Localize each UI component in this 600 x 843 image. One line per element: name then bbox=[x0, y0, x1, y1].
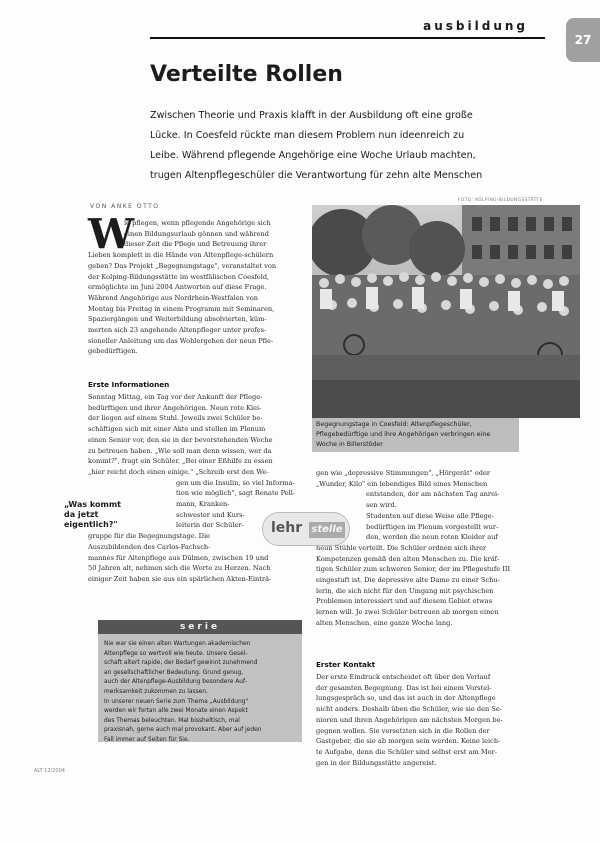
text-line: tigen Schüler zum schweren Senior, der im Pflegestufe III bbox=[316, 565, 511, 574]
text-line: alten Menschen, eine ganze Woche lang. bbox=[316, 618, 453, 627]
dropcap: W bbox=[88, 210, 135, 258]
text-line: einen Senior vor, den sie in der bevorstehenden Woche bbox=[88, 435, 273, 444]
pull-quote bbox=[64, 500, 121, 530]
text-line: Kompetenzen gemäß den alten Menschen zu. Die kräf- bbox=[316, 554, 500, 563]
intro-text bbox=[88, 218, 306, 357]
text-line: lungsgespräch so, und das ist auch in der Altenpflege bbox=[316, 694, 496, 703]
text-line: zu betreuen haben. „Wie soll man denn wissen, wer da bbox=[88, 446, 272, 455]
text-line: merten sich 23 angehende Altenpfleger unter profes- bbox=[88, 326, 267, 335]
text-line: nicht anders. Deshalb üben die Schüler, wie sie den Se- bbox=[316, 705, 502, 714]
text-line: In unserer neuen Serie zum Thema „Ausbildung" bbox=[104, 698, 249, 705]
text-line: ermöglichte im Juni 2004 Antworten auf diese Frage. bbox=[88, 283, 267, 292]
text-line: schaft altert rapide, der Bedarf gewinnt zunehmend bbox=[104, 660, 258, 667]
caption-line: Pflegebedürftige und ihre Angehörigen verbringen eine bbox=[316, 431, 491, 438]
lead-line: Zwischen Theorie und Praxis klafft in der Ausbildung oft eine große bbox=[150, 110, 473, 121]
text-line: einen Bildungsurlaub gönnen und während bbox=[124, 229, 269, 238]
first-contact-text bbox=[316, 672, 532, 768]
photo-caption bbox=[312, 418, 519, 452]
text-line: sioneller Anleitung um das Wohlergehen der neun Pfle- bbox=[88, 336, 274, 345]
text-line: bedürftigen und ihrer Angehörigen. Neun rote Klei- bbox=[88, 403, 262, 412]
text-line: auch der Altenpflege-Ausbildung besondere Auf- bbox=[104, 679, 247, 686]
text-line: Montag bis Freitag in einem Programm mit Seminaren, bbox=[88, 304, 275, 313]
text-line: lernen will. Je zwei Schüler betreuen ab morgen einen bbox=[316, 608, 499, 617]
page-number-tab: 27 bbox=[566, 18, 600, 62]
text-line: 50 Jahren alt, nehmen sich die Worte zu Herzen. Nach bbox=[88, 564, 271, 573]
text-line: schäftigen sich mit einer Akte und stellen im Plenum bbox=[88, 425, 266, 434]
text-line: gen in der Bildungsstätte angereist. bbox=[316, 758, 437, 767]
text-line: an gesellschaftlicher Bedeutung. Grund genug, bbox=[104, 669, 244, 676]
pull-quote-line: „Was kommt bbox=[64, 500, 121, 509]
serie-box bbox=[98, 620, 302, 742]
text-line: Altenpflege so wertvoll wie heute. Unsere Gesel- bbox=[104, 650, 248, 657]
text-line: Während Angehörige aus Nordrhein-Westfalen von bbox=[88, 293, 258, 302]
pull-quote-line: da jetzt bbox=[64, 510, 99, 519]
text-line: gen wie „depressive Stimmungen", „Hörgerät" oder bbox=[316, 469, 491, 477]
text-line: des Themas beleuchten. Mal bissheltisch, mal bbox=[104, 717, 240, 724]
text-line: den, werden die neun roten Kleider auf bbox=[366, 533, 498, 542]
text-line: kommt?", fragt ein Schüler. „Bei einer Eßhilfe zu essen bbox=[88, 457, 273, 466]
text-line: dieser Zeit die Pflege und Betreuung ihrer bbox=[124, 240, 267, 249]
text-line: der Kolping-Bildungsstätte im westfälischen Coesfeld, bbox=[88, 272, 270, 281]
article-title: Verteilte Rollen bbox=[150, 62, 343, 87]
text-line: gegnen wollen. Sie versetzten sich in die Rollen der bbox=[316, 726, 490, 735]
text-line: leiterin der Schüler- bbox=[176, 521, 244, 530]
text-line: werden wir fortan alle zwei Monate einen Aspekt bbox=[104, 708, 248, 715]
text-line: Der erste Eindruck entscheidet oft über den Verlauf bbox=[316, 673, 491, 681]
text-line: Auszubildenden des Carlos-Fachsch- bbox=[88, 542, 211, 551]
pull-quote-line: eigentlich?" bbox=[64, 520, 118, 529]
text-line: merksamkeit zukommen zu lassen. bbox=[104, 688, 208, 695]
text-line: lerin, die sich nicht für den Umgang mit psychischen bbox=[316, 586, 494, 595]
text-line: Nie war sie einen alten Wartungen akademischen bbox=[104, 641, 251, 647]
caption-line: Woche in Billerstöder bbox=[316, 441, 383, 448]
text-line: Lieben komplett in die Hände von Altenpflege-schülern bbox=[88, 251, 274, 260]
text-line: der gesamten Begegnung. Das ist bei einem Vorstel- bbox=[316, 683, 492, 692]
text-line: neun Stühle verteilt. Die Schüler ordnen sich ihrer bbox=[316, 543, 487, 552]
text-line: schwester und Kurs- bbox=[176, 510, 245, 519]
text-line: der liegen auf einem Stuhl. Jeweils zwei Schüler be- bbox=[88, 414, 263, 423]
text-line: praxisnah, gerne auch mal provokant. Aber auf jeden bbox=[104, 727, 262, 734]
text-line: gen um die Insulin, so viel Informa- bbox=[176, 478, 295, 487]
text-line: gebedürftigen. bbox=[88, 347, 138, 356]
text-line: Spaziergängen und Weiterbildung absolvierten, küm- bbox=[88, 315, 267, 324]
first-info-text bbox=[88, 392, 306, 585]
photo-credit: FOTO: KOLPING-BILDUNGSSTÄTTE bbox=[458, 197, 543, 202]
lead-line: Leibe. Während pflegende Angehörige eine Woche Urlaub machten, bbox=[150, 150, 476, 161]
text-line: nioren und ihren Angehörigen am nächsten Morgen be- bbox=[316, 715, 503, 724]
header-rule bbox=[150, 37, 545, 39]
corner-issue-mark: ALT 12/2004 bbox=[34, 768, 65, 774]
text-line: tion wie möglich", sagt Renate Pell- bbox=[176, 489, 296, 498]
text-line: „hier reicht doch einen einige." „Schreib erst den We- bbox=[88, 467, 269, 476]
lead-line: trugen Altenpflegeschüler die Verantwortung für zehn alte Menschen bbox=[150, 170, 483, 181]
subheading-first-info: Erste Informationen bbox=[88, 380, 170, 389]
text-line: ie pflegen, wenn pflegende Angehörige sich bbox=[124, 219, 271, 227]
text-line: Sonntag Mittag, ein Tag vor der Ankunft der Pflege- bbox=[88, 393, 263, 401]
text-line: Fall immer auf Seiten für Sie. bbox=[104, 736, 190, 743]
text-line: te Aufgabe, denn die Schüler sind selbst erst am Mor- bbox=[316, 747, 497, 756]
text-line: entstanden, der am nächsten Tag anrei- bbox=[366, 490, 500, 499]
serie-heading: serie bbox=[98, 620, 302, 634]
text-line: gruppe für die Begegnungstage. Die bbox=[88, 532, 210, 541]
lead-paragraph bbox=[150, 106, 520, 186]
text-line: Studenten auf diese Weise alle Pflege- bbox=[366, 511, 494, 520]
group-photo bbox=[312, 205, 580, 418]
text-line: einiger Zeit haben sie aus ein spärlichen Akten-Einträ- bbox=[88, 574, 272, 583]
text-line: mann, Kranken- bbox=[176, 500, 230, 509]
byline: VON ANKE OTTO bbox=[90, 203, 160, 210]
text-line: sen wird. bbox=[366, 501, 397, 510]
text-line: „Wunder, Kilo" ein lebendiges Bild eines Menschen bbox=[316, 479, 488, 488]
text-line: Problemen interessiert und auf diesem Gebiet etwas bbox=[316, 597, 492, 606]
text-line: eingestuft ist. Die depressive alte Dame zu einer Schu- bbox=[316, 576, 500, 585]
group-photo-image bbox=[312, 205, 580, 418]
section-label: ausbildung bbox=[423, 19, 528, 33]
text-line: mannes für Altenpflege aus Dülmen, zwischen 19 und bbox=[88, 553, 269, 562]
logo-text-stelle: stelle bbox=[309, 522, 345, 538]
subheading-first-contact: Erster Kontakt bbox=[316, 660, 376, 669]
right-column-text bbox=[316, 468, 532, 629]
text-line: bedürftigen im Plenum vorgestellt wur- bbox=[366, 522, 499, 531]
caption-line: Begegnungstage in Coesfeld: Altenpflegeschüler, bbox=[316, 421, 472, 428]
text-line: Gastgeber, die sie ab morgen sein werden. Keine leich- bbox=[316, 737, 501, 746]
text-line: geben? Das Projekt „Begegnungstage", veranstaltet von bbox=[88, 261, 277, 270]
serie-text bbox=[104, 640, 262, 746]
logo-text-lehr: lehr bbox=[271, 520, 303, 536]
lead-line: Lücke. In Coesfeld rückte man diesem Problem nun ideenreich zu bbox=[150, 130, 465, 141]
